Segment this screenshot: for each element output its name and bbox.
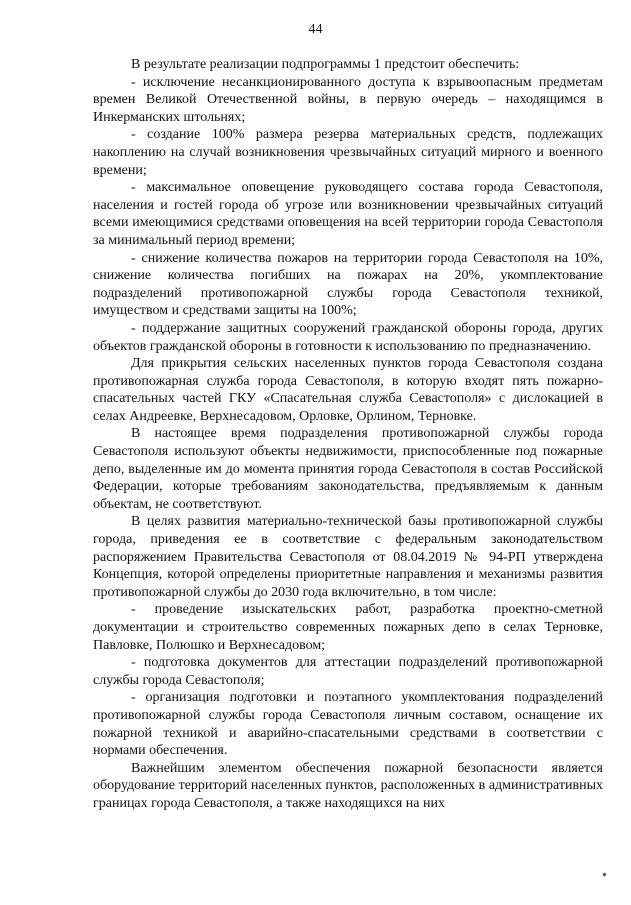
- list-item-notification: - максимальное оповещение руководящего состава города Севастополя, населения и гостей города об угрозе или возникновении чрезвычайных ситуаций всеми имеющимися средствами оповещения на всей территории города Севастополя за минимальный период времени;: [93, 180, 603, 248]
- list-item-reserve: - создание 100% размера резерва материальных средств, подлежащих накоплению на случай возникновения чрезвычайных ситуаций мирного и военного времени;: [93, 127, 603, 178]
- paragraph-current-state: В настоящее время подразделения противопожарной службы города Севастополя используют объекты недвижимости, приспособленные под пожарные депо, выделенные им до момента принятия города Севастополя в состав Российской Федерации, которые требованиям законодательства, предъявляемым к данным объектам, не соответствуют.: [93, 426, 603, 512]
- list-item-depots: - проведение изыскательских работ, разработка проектно-сметной документации и строительство современных пожарных депо в селах Терновке, Павловке, Полюшко и Верхнесадовом;: [93, 602, 603, 653]
- list-item-staffing: - организация подготовки и поэтапного укомплектования подразделений противопожарной службы города Севастополя личным составом, оснащение их пожарной техникой и аварийно-спасательными средствами в соответствии с нормами обеспечения.: [93, 690, 603, 759]
- scan-mark: [602, 872, 606, 876]
- list-item-fires: - снижение количества пожаров на территории города Севастополя на 10%, снижение количества погибших на пожарах на 20%, укомплектование подразделений противопожарной службы города Севастополя техникой, имуществом и средствами защиты на 100%;: [93, 250, 603, 319]
- paragraph-intro: В результате реализации подпрограммы 1 предстоит обеспечить:: [131, 57, 520, 72]
- list-item-shelters: - поддержание защитных сооружений гражданской обороны города, других объектов гражданской обороны в готовности к использованию по предназначению.: [93, 320, 603, 354]
- list-item-explosives: - исключение несанкционированного доступа к взрывоопасным предметам времен Великой Отечественной войны, в первую очередь – находящимся в Инкерманских штольнях;: [93, 74, 603, 125]
- paragraph-concept: В целях развития материально-технической базы противопожарной службы города, приведения ее в соответствие с федеральным законодательством распоряжением Правительства Севастополя от 08.04.2019 № 94-РП утверждена Концепция, которой определены приоритетные направления и механизмы развития противопожарной службы до 2030 года включительно, в том числе:: [93, 514, 603, 600]
- paragraph-fire-safety: Важнейшим элементом обеспечения пожарной безопасности является оборудование территорий населенных пунктов, расположенных в административных границах города Севастополя, а также находящихся на них: [93, 760, 603, 811]
- page-number: 44: [308, 22, 323, 37]
- paragraph-fire-service: Для прикрытия сельских населенных пунктов города Севастополя создана противопожарная служба города Севастополя, в которую входят пять пожарно-спасательных частей ГКУ «Спасательная служба Севастополя» с дислокацией в селах Андреевке, Верхнесадовом, Орловке, Орлином, Терновке.: [93, 356, 603, 424]
- document-body: [93, 56, 603, 813]
- list-item-attestation: - подготовка документов для аттестации подразделений противопожарной службы города Севастополя;: [93, 655, 603, 688]
